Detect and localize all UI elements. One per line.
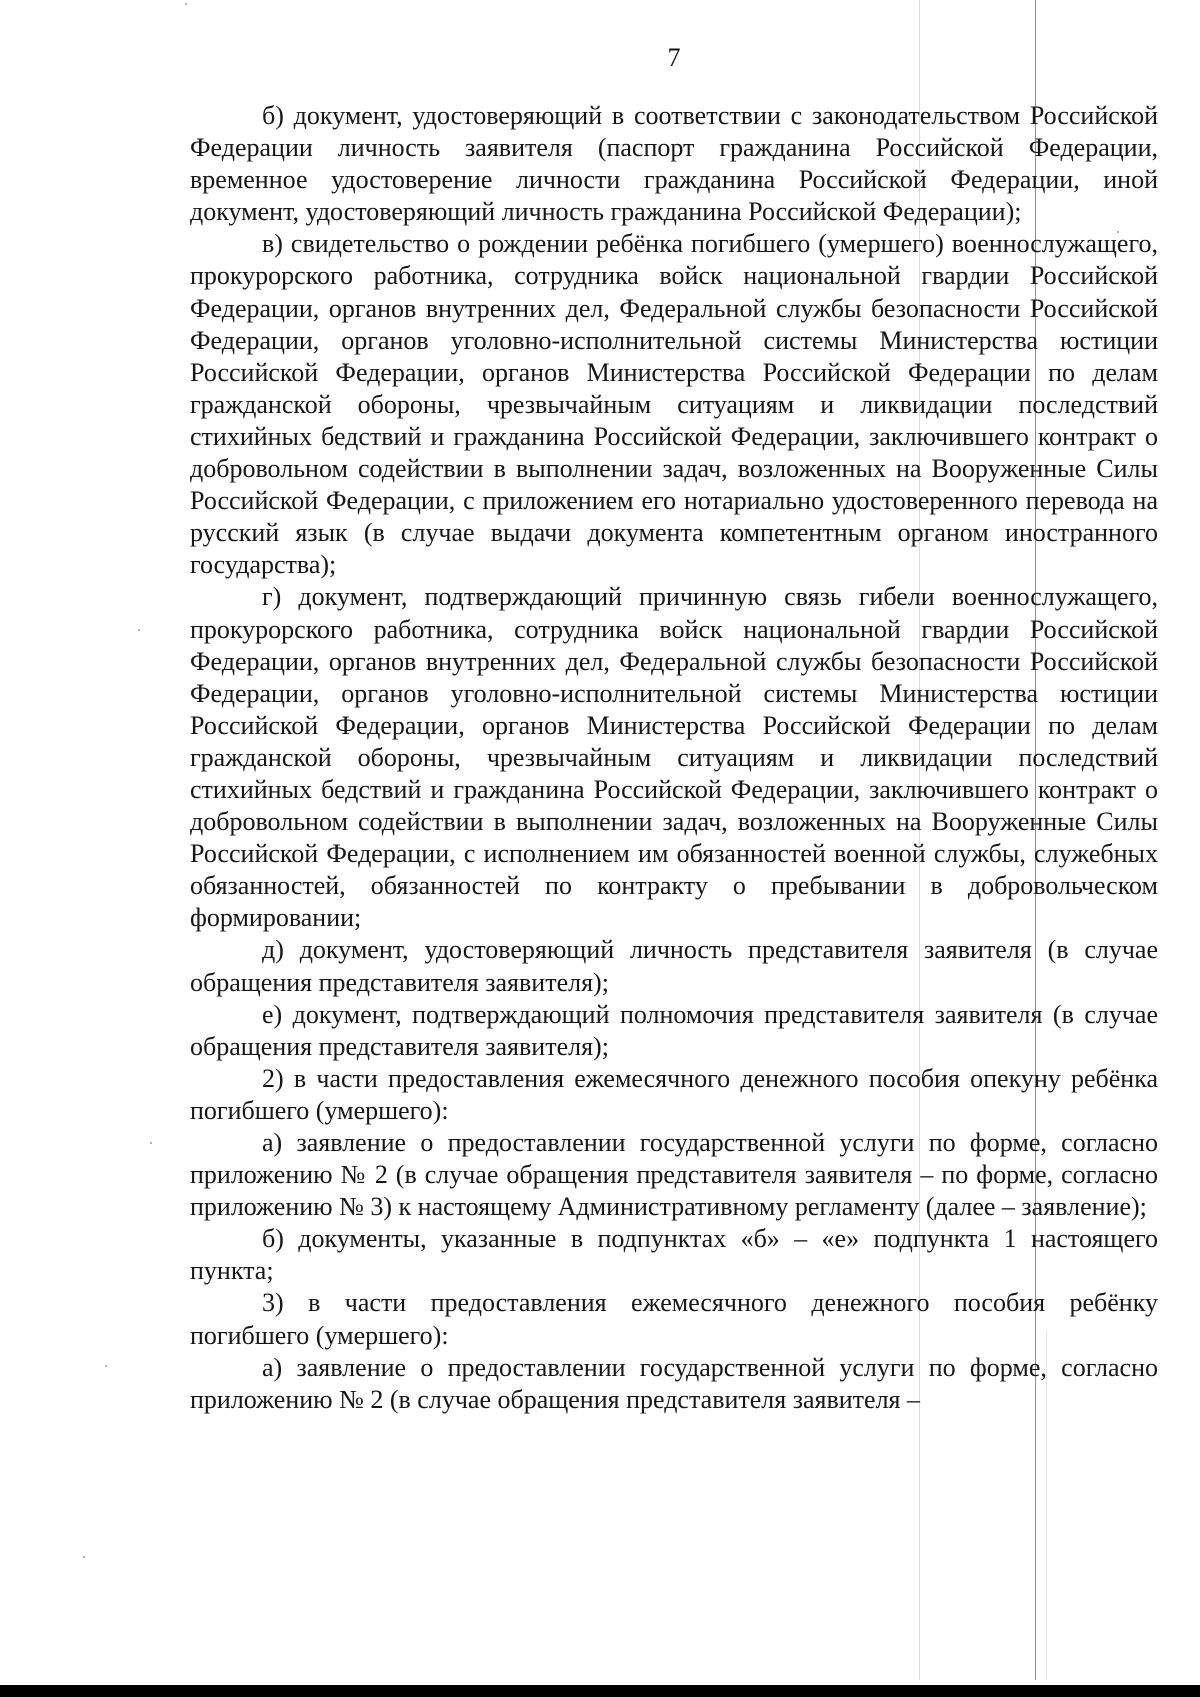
scan-bottom-edge xyxy=(0,1685,1200,1697)
paragraph-section-2-item-b: б) документы, указанные в подпунктах «б» – «е» подпункта 1 настоящего пункта; xyxy=(190,1224,1158,1286)
paragraph-item-b: б) документ, удостоверяющий в соответствии с законодательством Российской Федерации личность заявителя (паспорт гражданина Российской Федерации, временное удостоверение личности гражданина Российской Федерации, иной документ, удостоверяющий личность гражданина Российской Федерации); xyxy=(190,101,1158,227)
document-body xyxy=(190,100,1158,1416)
paragraph-section-2-item-a: а) заявление о предоставлении государственной услуги по форме, согласно приложению № 2 (в случае обращения представителя заявителя – по форме, согласно приложению № 3) к настоящему Административному регламенту (далее – заявление); xyxy=(190,1128,1158,1222)
scan-speck xyxy=(105,1365,107,1367)
paragraph-item-e: е) документ, подтверждающий полномочия представителя заявителя (в случае обращения представителя заявителя); xyxy=(190,999,1158,1061)
paragraph-section-3-item-a: а) заявление о предоставлении государственной услуги по форме, согласно приложению № 2 (в случае обращения представителя заявителя – xyxy=(190,1352,1158,1414)
scan-speck xyxy=(83,1556,85,1558)
paragraph-item-v: в) свидетельство о рождении ребёнка погибшего (умершего) военнослужащего, прокурорского работника, сотрудника войск национальной гвардии Российской Федерации, органов внутренних дел, Федеральной службы безопасности Российской Федерации, органов уголовно-исполнительной системы Министерства юстиции Российской Федерации, органов Министерства Российской Федерации по делам гражданской обороны, чрезвычайным ситуациям и ликвидации последствий стихийных бедствий и гражданина Российской Федерации, заключившего контракт о добровольном содействии в выполнении задач, возложенных на Вооруженные Силы Российской Федерации, с приложением его нотариально удостоверенного перевода на русский язык (в случае выдачи документа компетентным органом иностранного государства); xyxy=(190,229,1158,580)
paragraph-section-2: 2) в части предоставления ежемесячного денежного пособия опекуну ребёнка погибшего (умершего): xyxy=(190,1063,1158,1125)
scan-speck xyxy=(138,629,140,631)
paragraph-item-d: д) документ, удостоверяющий личность представителя заявителя (в случае обращения представителя заявителя); xyxy=(190,935,1158,997)
paragraph-section-3: 3) в части предоставления ежемесячного денежного пособия ребёнку погибшего (умершего): xyxy=(190,1288,1158,1350)
scan-speck xyxy=(150,1142,152,1144)
paragraph-item-g: г) документ, подтверждающий причинную связь гибели военнослужащего, прокурорского работника, сотрудника войск национальной гвардии Российской Федерации, органов внутренних дел, Федеральной службы безопасности Российской Федерации, органов уголовно-исполнительной системы Министерства юстиции Российской Федерации, органов Министерства Российской Федерации по делам гражданской обороны, чрезвычайным ситуациям и ликвидации последствий стихийных бедствий и гражданина Российской Федерации, заключившего контракт о добровольном содействии в выполнении задач, возложенных на Вооруженные Силы Российской Федерации, с исполнением им обязанностей военной службы, служебных обязанностей, обязанностей по контракту о пребывании в добровольческом формировании; xyxy=(190,582,1158,933)
scan-speck xyxy=(185,3,187,5)
page-number: 7 xyxy=(667,43,681,72)
